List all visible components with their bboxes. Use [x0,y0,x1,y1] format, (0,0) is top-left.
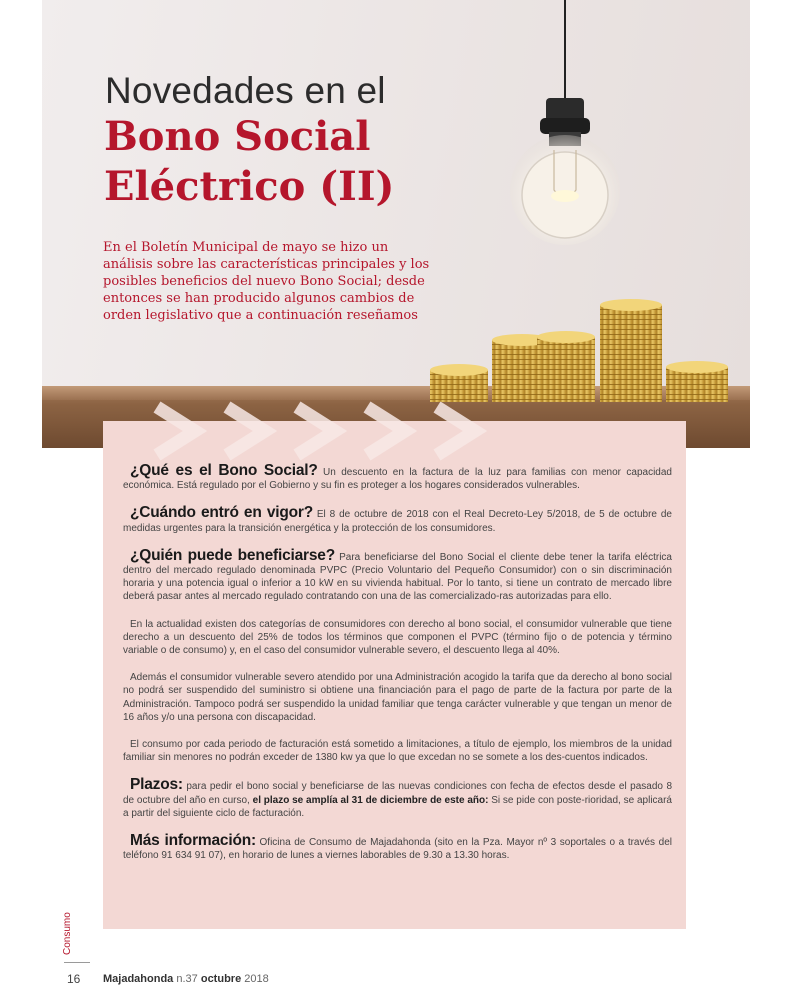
issue-month: octubre [200,973,242,985]
chevron-arrows-icon [151,401,501,461]
heading-que: ¿Qué es el Bono Social? [130,462,318,479]
title-line-1: Novedades en el [105,70,386,111]
light-bulb-illustration [482,0,622,260]
issue-number: n.37 [176,973,198,985]
paragraph-categorias: En la actualidad existen dos categorías de consumidores con derecho al bono social, el consumidor vulnerable que tiene derecho a un descuento del 25% de todos los términos que componen el PVPC (término fijo o de potencia y término variable o de consumo) y, en el caso del consumidor vulnerable severo, el descuento llega al 40%. [123,618,672,657]
paragraph-consumo: El consumo por cada periodo de facturación está sometido a limitaciones, a título de ejemplo, los miembros de la unidad familiar sin menores no podrán exceder de 1380 kw ya que lo que excedan no se somete a los des-cuentos indicados. [123,739,672,764]
heading-plazos: Plazos: [130,776,183,794]
hero-image [42,0,750,448]
publication-name: Majadahonda [103,973,174,985]
section-plazos [123,778,672,820]
paragraph-severo: Además el consumidor vulnerable severo atendido por una Administración acogido la tarifa que da derecho al bono social no podrá ser suspendido del suministro si obtiene una financiación para el pago de parte de la factura por parte de la Administración. Tampoco podrá ser suspendido la unidad familiar que tenga carácter vulnerable y que tengan un menor de 16 años y/o una persona con discapacidad. [123,672,672,723]
section-info [123,834,672,862]
footer-publication [103,973,269,985]
text-que: Un descuento en la factura de la luz para familias con menor capacidad económica. Está regulado por el Gobierno y su fin es proteger a los hogares considerados vulnerables. [123,467,672,492]
heading-info: Más información: [130,832,256,850]
footer-rule [64,962,90,963]
page-number: 16 [67,972,81,986]
text-cuando: El 8 de octubre de 2018 con el Real Decreto-Ley 5/2018, de 5 de octubre de medidas urgentes para la transición energética y la protección de los consumidores. [123,509,672,534]
text-quien: Para beneficiarse del Bono Social el cliente debe tener la tarifa eléctrica dentro del mercado regulado denominada PVPC (Precio Voluntario del Pequeño Consumidor) con o sin discriminación horaria y una potencia igual o inferior a 10 kW en su vivienda habitual. Por lo tanto, si tiene un contrato de mercado libre deberá pasar antes al mercado regulado contratando con una de las comercializado-ras autorizadas para ello. [123,551,672,603]
title-line-2: Bono Social [104,113,371,160]
content-box [103,421,686,929]
text-plazos-bold: el plazo se amplía al 31 de diciembre de este año: [252,794,489,806]
section-quien [123,546,672,604]
text-plazos-1: para pedir el bono social y beneficiarse de las nuevas condiciones con fecha de efectos desde el pasado 8 de octubre del año en curso, [123,781,673,806]
section-que [123,464,672,492]
coin-stacks-illustration [422,285,742,415]
text-plazos-2: Si se pide con poste-rioridad, se aplicará a partir del siguiente ciclo de facturación. [123,794,672,819]
intro-paragraph: En el Boletín Municipal de mayo se hizo un análisis sobre las características principales y los posibles beneficios del nuevo Bono Social; desde entonces se han producido algunos cambios de orden legislativo que a continuación reseñamos [103,240,430,323]
heading-cuando: ¿Cuándo entró en vigor? [130,504,313,522]
section-label: Consumo [62,912,73,955]
title-line-3: Eléctrico (II) [104,163,395,210]
heading-quien: ¿Quién puede beneficiarse? [130,546,335,564]
section-cuando [123,506,672,534]
title-main [104,112,394,212]
issue-year: 2018 [244,973,269,985]
text-info: Oficina de Consumo de Majadahonda (sito en la Pza. Mayor nº 3 soportales o a través del teléfono 91 634 91 07), en horario de lunes a viernes laborables de 9.30 a 13.30 horas. [123,837,672,862]
